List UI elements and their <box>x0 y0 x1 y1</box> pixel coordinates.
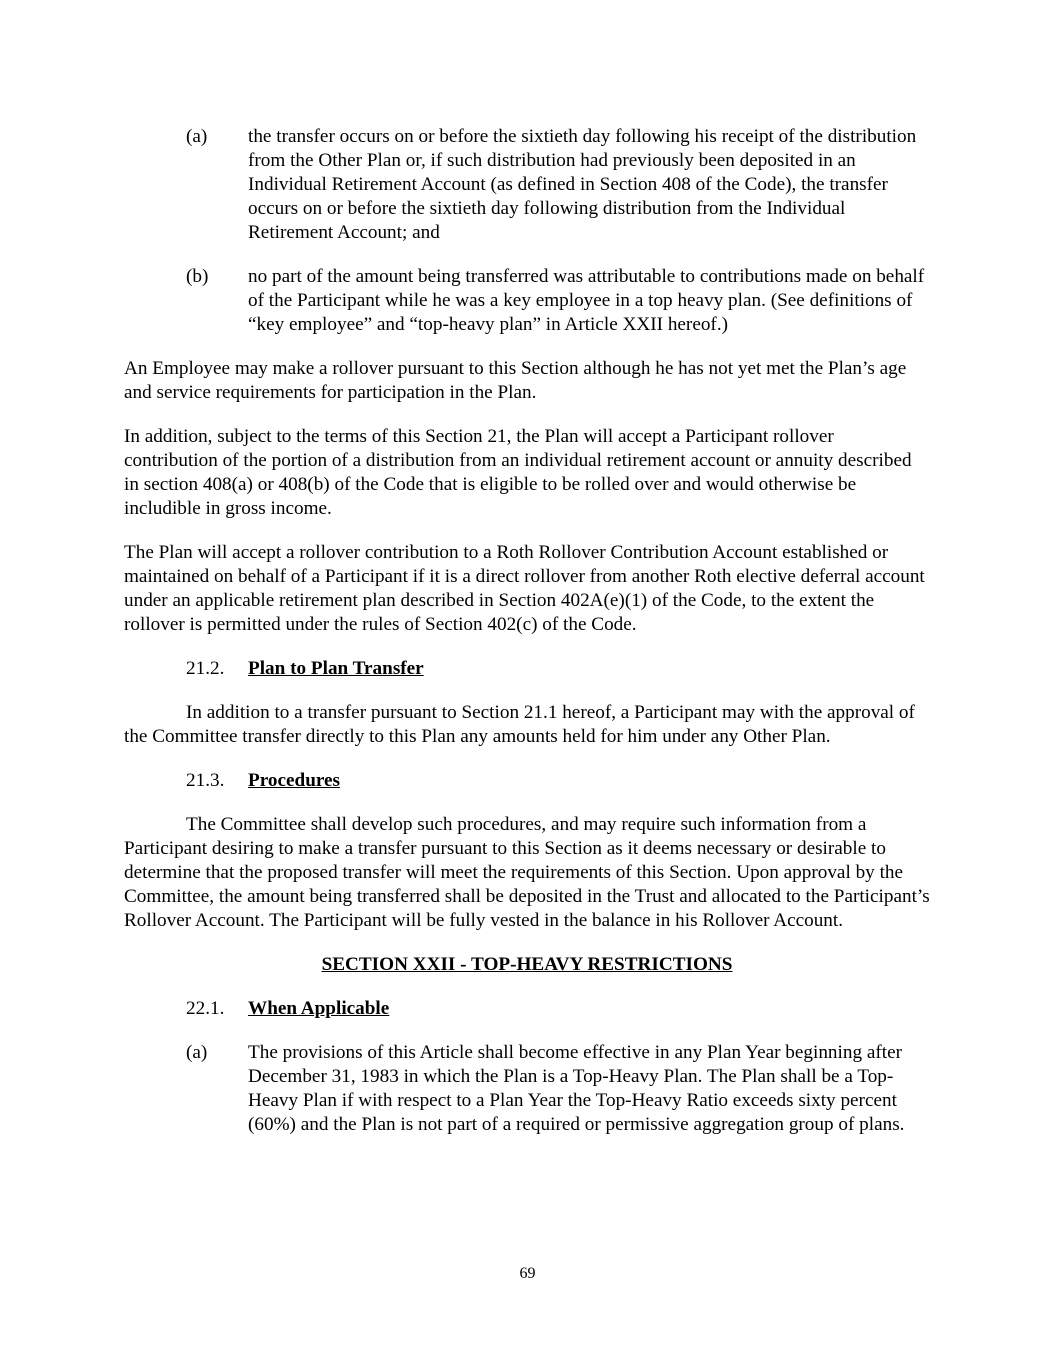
list-item-a <box>124 125 930 245</box>
section-heading-21-2 <box>124 657 930 681</box>
section-number: 21.2. <box>186 658 225 679</box>
section-title: Plan to Plan Transfer <box>248 658 424 679</box>
document-page <box>124 125 930 1137</box>
section-number: 22.1. <box>186 998 225 1019</box>
item-label: (a) <box>186 126 208 147</box>
section-number: 21.3. <box>186 770 225 791</box>
paragraph-roth-rollover: The Plan will accept a rollover contribution to a Roth Rollover Contribution Account established or maintained on behalf of a Participant if it is a direct rollover from another Roth elective deferral account under an applicable retirement plan described in Section 402A(e)(1) of the Code, to the extent the rollover is permitted under the rules of Section 402(c) of the Code. <box>124 542 925 635</box>
item-label: (b) <box>186 266 209 287</box>
page-number: 69 <box>519 1265 536 1282</box>
article-title-xxii: SECTION XXII - TOP-HEAVY RESTRICTIONS <box>321 954 733 975</box>
section-title: When Applicable <box>248 998 390 1019</box>
section-body-21-3: The Committee shall develop such procedures, and may require such information from a Participant desiring to make a transfer pursuant to this Section as it deems necessary or desirable to determine that the proposed transfer will meet the requirements of this Section. Upon approval by the Committee, the amount being transferred shall be deposited in the Trust and allocated to the Participant’s Rollover Account. The Participant will be fully vested in the balance in his Rollover Account. <box>124 814 930 931</box>
paragraph-ira-rollover: In addition, subject to the terms of this Section 21, the Plan will accept a Participant rollover contribution of the portion of a distribution from an individual retirement account or annuity described in section 408(a) or 408(b) of the Code that is eligible to be rolled over and would otherwise be includible in gross income. <box>124 426 912 519</box>
item-text: the transfer occurs on or before the sixtieth day following his receipt of the distribution from the Other Plan or, if such distribution had previously been deposited in an Individual Retirement Account (as defined in Section 408 of the Code), the transfer occurs on or before the sixtieth day following distribution from the Individual Retirement Account; and <box>248 126 917 243</box>
section-heading-21-3 <box>124 769 930 793</box>
section-heading-22-1 <box>124 997 930 1021</box>
item-label: (a) <box>186 1042 208 1063</box>
section-body-21-2: In addition to a transfer pursuant to Section 21.1 hereof, a Participant may with the approval of the Committee transfer directly to this Plan any amounts held for him under any Other Plan. <box>124 702 915 747</box>
section-title: Procedures <box>248 770 341 791</box>
list-item-22-1-a <box>124 1041 930 1137</box>
item-text: The provisions of this Article shall become effective in any Plan Year beginning after December 31, 1983 in which the Plan is a Top-Heavy Plan. The Plan shall be a Top-Heavy Plan if with respect to a Plan Year the Top-Heavy Ratio exceeds sixty percent (60%) and the Plan is not part of a required or permissive aggregation group of plans. <box>248 1042 905 1135</box>
item-text: no part of the amount being transferred was attributable to contributions made on behalf of the Participant while he was a key employee in a top heavy plan. (See definitions of “key employee” and “top-heavy plan” in Article XXII hereof.) <box>248 266 925 335</box>
paragraph-employee-rollover: An Employee may make a rollover pursuant to this Section although he has not yet met the Plan’s age and service requirements for participation in the Plan. <box>124 358 907 403</box>
list-item-b <box>124 265 930 337</box>
